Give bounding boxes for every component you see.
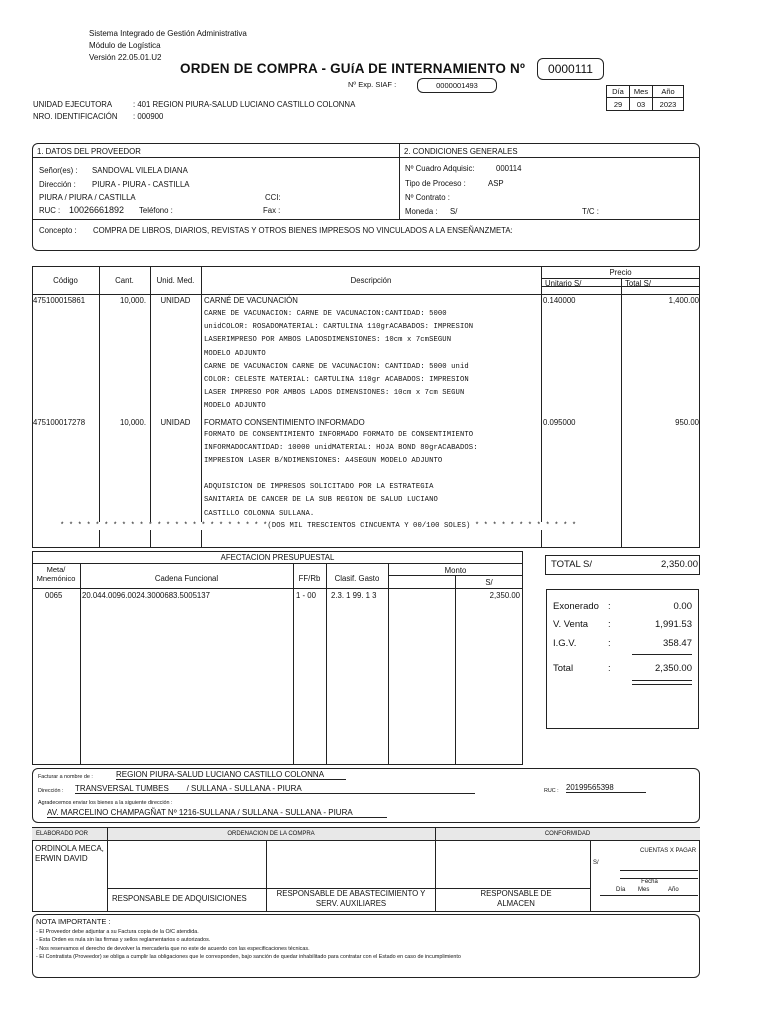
nro-value: : 000900 [133,112,164,121]
senores-label: Señor(es) : [39,166,78,175]
budget-cadena: 20.044.0096.0024.3000683.5005137 [82,591,210,600]
resp-almacen: RESPONSABLE DE ALMACEN [480,889,552,908]
vventa-label: V. Venta [553,619,589,630]
item-1-detail-line: MODELO ADJUNTO [204,402,266,411]
factura-label: Facturar a nombre de : [38,774,93,780]
budget-clasif: 2.3. 1 99. 1 3 [331,591,377,600]
moneda-label: Moneda : [405,207,438,216]
cuadro-value: 000114 [496,164,522,173]
item-2-cant: 10,000. [119,418,146,427]
date-month: 03 [630,98,653,111]
ruc-value: 10026661892 [69,205,125,215]
item-1-unid: UNIDAD [160,296,191,305]
item-2-details [204,429,478,521]
ruc-label: RUC : [39,206,61,215]
item-2-detail-line: INFORMADOCANTIDAD: 10000 unidMATERIAL: HOJA BOND 80grACABADOS: [204,444,478,453]
issue-date [606,85,684,111]
unidad-value: : 401 REGION PIURA-SALUD LUCIANO CASTILLO COLONNA [133,100,356,109]
date-day: 29 [607,98,630,111]
module-name: Módulo de Logística [89,41,161,50]
fecha-day: Día [616,887,626,893]
unidad-label: UNIDAD EJECUTORA [33,100,113,109]
factura-value: REGION PIURA-SALUD LUCIANO CASTILLO COLONNA [116,770,346,780]
date-header-day: Día [607,86,630,98]
page-title: ORDEN DE COMPRA - GUíA DE INTERNAMIENTO Nº [180,61,526,76]
version: Versión 22.05.01.U2 [89,53,162,62]
cuadro-label: Nº Cuadro Adquisic: [405,164,475,173]
exonerado-value: 0.00 [673,601,692,612]
item-2-detail-line: FORMATO DE CONSENTIMIENTO INFORMADO FORMATO DE CONSENTIMIENTO [204,431,474,439]
item-1-cant: 10,000. [119,296,146,305]
concepto-value: COMPRA DE LIBROS, DIARIOS, REVISTAS Y OTROS BIENES IMPRESOS NO VINCULADOS A LA ENSEÑANZMETA: [93,226,513,235]
item-1-detail-line: COLOR: CELESTE MATERIAL: CARTULINA 110gr ACABADOS: IMPRESION [204,376,469,385]
budget-header-clasif: Clasif. Gasto [334,574,380,583]
item-2-codigo: 475100017278 [33,418,86,427]
moneda-value: S/ [450,207,458,216]
senores-value: SANDOVAL VILELA DIANA [92,166,188,175]
elaborado-name: ORDINOLA MECA, ERWIN DAVID [35,844,104,863]
budget-header-ffrb: FF/Rb [298,574,321,583]
item-1-codigo: 475100015861 [33,296,86,305]
note-line: - Esta Orden es nula sin las firmas y sellos reglamentarios o autorizados. [36,937,211,944]
igv-value: 358.47 [662,638,692,649]
budget-header-monto: Monto [444,566,467,575]
total-label: TOTAL S/ [551,559,593,570]
col-header-unid: Unid. Med. [156,276,195,285]
col-header-unitario: Unitario S/ [545,279,582,288]
siaf-number: 0000001493 [417,78,497,93]
colon-separator: : [608,663,611,674]
item-2-detail-line [204,468,478,481]
item-2-detail-line: SANITARIA DE CANCER DE LA SUB REGION DE SALUD LUCIANO [204,496,438,505]
fax-label: Fax : [263,206,281,215]
elaborado-header: ELABORADO POR [36,831,89,837]
colon-separator: : [608,638,611,649]
note-line: - Nos reservamos el derecho de devolver la mercadería que no este de acuerdo con las especificaciones técnicas. [36,945,310,952]
telefono-label: Teléfono : [139,206,173,215]
item-2-title: FORMATO CONSENTIMIENTO INFORMADO [204,418,365,427]
fecha-year: Año [668,887,679,893]
supplier-section-title: 1. DATOS DEL PROVEEDOR [37,147,141,156]
billing-ruc-label: RUC : [544,788,559,794]
direccion-label: Dirección : [39,180,76,189]
concepto-label: Concepto : [39,226,77,235]
budget-header-meta: Meta/ Mnemónico [36,565,76,583]
item-1-details [204,308,473,414]
final-total-label: Total [553,663,574,674]
order-number: 0000111 [537,58,604,80]
system-name: Sistema Integrado de Gestión Administrativa [89,29,247,38]
col-header-descripcion: Descripción [350,276,392,285]
item-2-detail-line: CASTILLO COLONNA SULLANA. [204,509,315,518]
col-header-cant: Cant. [115,276,134,285]
conformidad-header: CONFORMIDAD [544,831,591,837]
final-total-value: 2,350.00 [655,663,692,674]
conditions-section-title: 2. CONDICIONES GENERALES [404,147,518,156]
budget-table [32,551,523,765]
note-line: - El Proveedor debe adjuntar a su Factura copia de la O/C atendida. [36,929,199,935]
supplier-location: PIURA / PIURA / CASTILLA [39,193,136,202]
colon-separator: : [608,619,611,630]
col-header-precio: Precio [609,268,632,277]
tipo-value: ASP [488,179,504,188]
budget-ffrb: 1 - 00 [296,591,316,600]
date-header-month: Mes [630,86,653,98]
item-1-detail-line: LASERIMPRESO POR AMBOS LADOSDIMENSIONES: 10cm x 7cmSEGUN [204,336,452,345]
igv-label: I.G.V. [553,638,577,649]
cci-label: CCI: [265,193,281,202]
cuentas-currency: S/ [593,860,599,866]
item-2-unitario: 0.095000 [543,418,576,427]
item-1-detail-line: unidCOLOR: ROSADOMATERIAL: CARTULINA 110grACABADOS: IMPRESION [204,323,474,332]
fecha-month: Mes [638,887,650,893]
resp-abastecimiento: RESPONSABLE DE ABASTECIMIENTO Y SERV. AUXILIARES [276,889,426,908]
resp-adquisiciones: RESPONSABLE DE ADQUISICIONES [112,894,247,903]
delivery-instructions: Agradecemos enviar los bienes a la siguiente dirección : [38,800,173,806]
item-2-detail-line: ADQUISICION DE IMPRESOS SOLICITADO POR LA ESTRATEGIA [204,483,434,492]
date-year: 2023 [653,98,684,111]
item-2-total: 950.00 [675,418,699,427]
billing-direccion-value: TRANSVERSAL TUMBES / SULLANA - SULLANA - PIURA [75,784,475,794]
note-title: NOTA IMPORTANTE : [36,917,111,926]
siaf-label: Nº Exp. SIAF : [348,80,397,89]
exonerado-label: Exonerado [553,601,599,612]
note-line: - El Contratista (Proveedor) se obliga a cumplir las obligaciones que le corresponden, bajo sanción de quedar inhabilitado para contratar con el Estado en caso de incumplimiento [36,954,461,961]
colon-separator: : [608,601,611,612]
budget-meta: 0065 [45,591,63,600]
tc-label: T/C : [582,207,599,216]
billing-ruc-value: 20199565398 [566,783,646,793]
fecha-label: Fecha [641,879,658,885]
cuentas-por-pagar: CUENTAS X PAGAR [640,848,697,854]
item-1-detail-line: LASER IMPRESO POR AMBOS LADOS DIMENSIONES: 10cm x 7cm SEGUN [204,389,465,398]
item-1-detail-line: CARNE DE VACUNACION CARNE DE VACUNACION: CANTIDAD: 5000 unid [204,362,469,371]
item-2-detail-line: IMPRESION LASER B/NDIMENSIONES: A4SEGUN MODELO ADJUNTO [204,457,443,466]
item-1-detail-line: CARNE DE VACUNACION: CARNE DE VACUNACION:CANTIDAD: 5000 [204,310,447,318]
budget-header-cadena: Cadena Funcional [154,574,219,583]
amount-in-words: * * * * * * * * * * * * * * * * * * * * * * * *(DOS MIL TRESCIENTOS CINCUENTA Y 00/100 SOLES) * * * * * * * * * * * * [60,522,577,530]
budget-header-moneda: S/ [485,578,493,587]
nro-label: NRO. IDENTIFICACIÓN [33,112,118,121]
budget-monto: 2,350.00 [489,591,520,600]
system-info [89,28,247,64]
item-1-unitario: 0.140000 [543,296,576,305]
date-header-year: Año [653,86,684,98]
note-lines [36,928,461,962]
item-2-unid: UNIDAD [160,418,191,427]
item-1-title: CARNÉ DE VACUNACIÓN [204,296,298,305]
ordenacion-header: ORDENACION DE LA COMPRA [227,831,315,837]
item-1-total: 1,400.00 [668,296,699,305]
col-header-total: Total S/ [625,279,652,288]
billing-direccion-label: Dirección : [38,788,64,794]
contrato-label: Nº Contrato : [405,193,450,202]
item-1-detail-line: MODELO ADJUNTO [204,349,266,358]
vventa-value: 1,991.53 [655,619,692,630]
direccion-value: PIURA - PIURA - CASTILLA [92,180,190,189]
budget-title: AFECTACION PRESUPUESTAL [220,553,335,562]
col-header-codigo: Código [53,276,78,285]
tipo-label: Tipo de Proceso : [405,179,466,188]
total-value: 2,350.00 [661,559,698,570]
delivery-address: AV. MARCELINO CHAMPAGÑAT Nº 1216-SULLANA / SULLANA - SULLANA - PIURA [47,808,387,818]
